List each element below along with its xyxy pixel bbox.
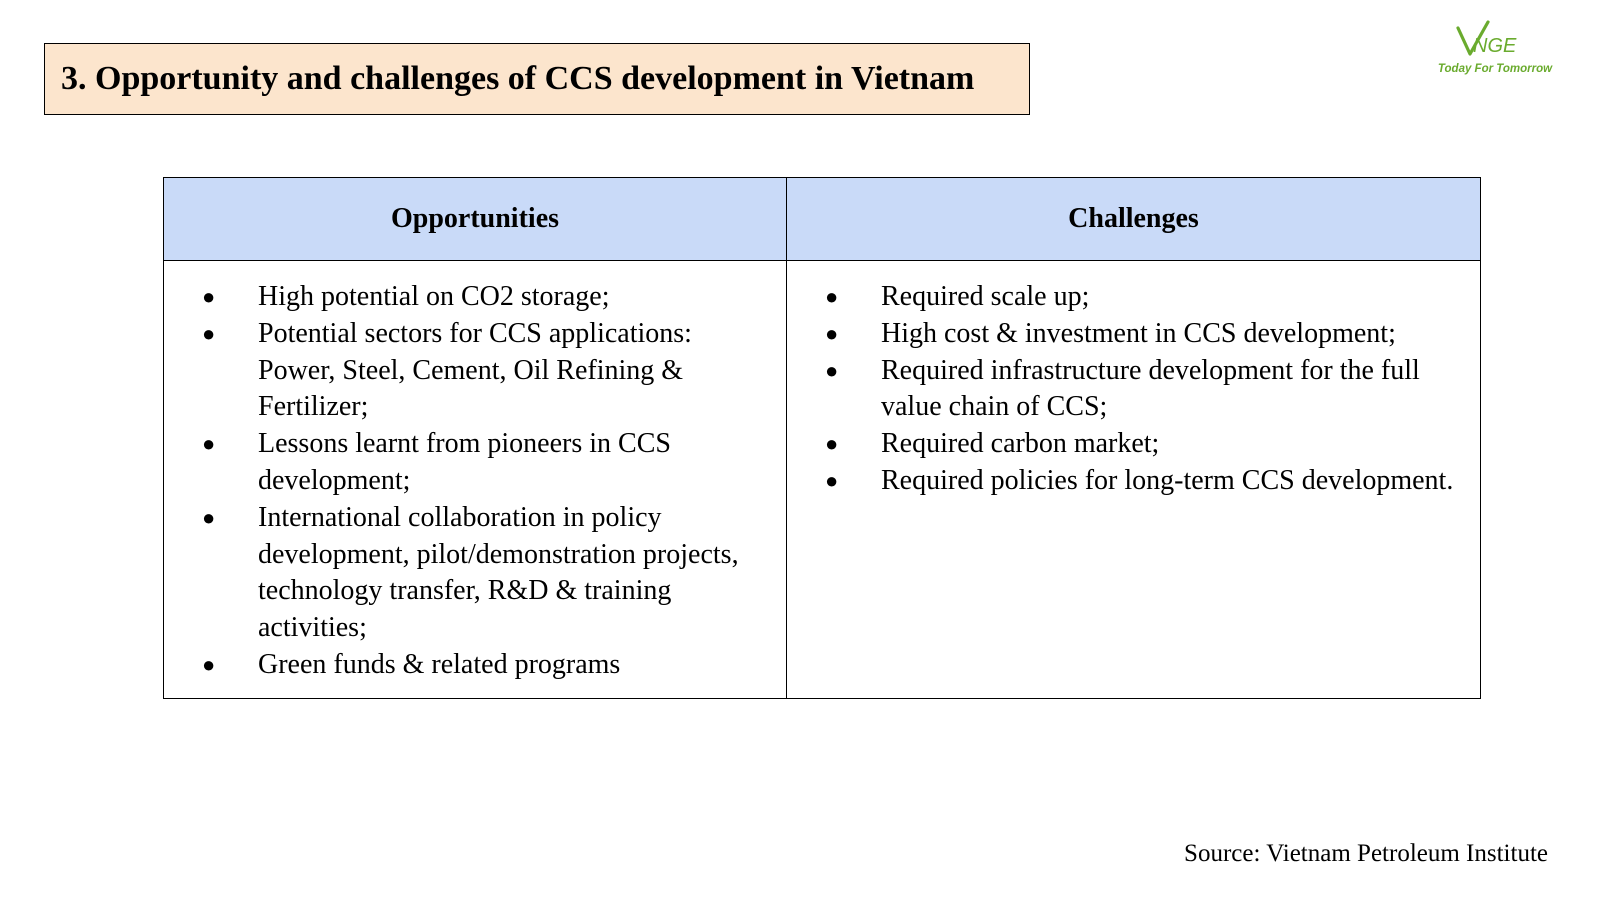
bullet-icon: ● (825, 431, 839, 457)
challenges-header: Challenges (787, 178, 1481, 261)
challenges-list (787, 279, 1460, 500)
bullet-icon: ● (202, 320, 216, 346)
list-item: ● Potential sectors for CCS applications: Power, Steel, Cement, Oil Refining & Fertilizer; (202, 317, 692, 423)
opportunities-cell (164, 261, 787, 699)
slide-title: 3. Opportunity and challenges of CCS development in Vietnam (61, 60, 975, 97)
vnge-logo (1430, 16, 1560, 86)
svg-text:NGE: NGE (1473, 35, 1517, 57)
slide-title-box (44, 43, 1030, 115)
list-item: ● High cost & investment in CCS development; (787, 316, 1460, 353)
table-row (164, 261, 1481, 699)
bullet-icon: ● (825, 320, 839, 346)
bullet-icon: ● (202, 431, 216, 457)
list-item: ● Required scale up; (787, 279, 1460, 316)
bullet-icon: ● (202, 504, 216, 530)
opportunities-header: Opportunities (164, 178, 787, 261)
bullet-icon: ● (202, 284, 216, 309)
list-item: ● Required infrastructure development for the full value chain of CCS; (825, 354, 1420, 423)
list-item: ● Lessons learnt from pioneers in CCS development; (202, 428, 671, 496)
comparison-table (163, 177, 1481, 699)
list-item: ● International collaboration in policy development, pilot/demonstration projects, technology transfer, R&D & training activities; (202, 501, 739, 644)
opportunities-list (164, 279, 766, 684)
bullet-icon: ● (825, 284, 839, 309)
list-item: ● High potential on CO2 storage; (164, 279, 766, 316)
list-item: ● Required policies for long-term CCS development. (787, 463, 1460, 500)
list-item: ● Required carbon market; (787, 426, 1460, 463)
table-header-row (164, 178, 1481, 261)
logo-tagline: Today For Tomorrow (1437, 63, 1553, 75)
list-item: ● Green funds & related programs (164, 647, 766, 684)
source-note: Source: Vietnam Petroleum Institute (1184, 840, 1548, 867)
vnge-logo-icon (1430, 16, 1560, 62)
bullet-icon: ● (825, 357, 839, 383)
bullet-icon: ● (825, 467, 839, 493)
bullet-icon: ● (202, 651, 216, 677)
challenges-cell (787, 261, 1481, 699)
